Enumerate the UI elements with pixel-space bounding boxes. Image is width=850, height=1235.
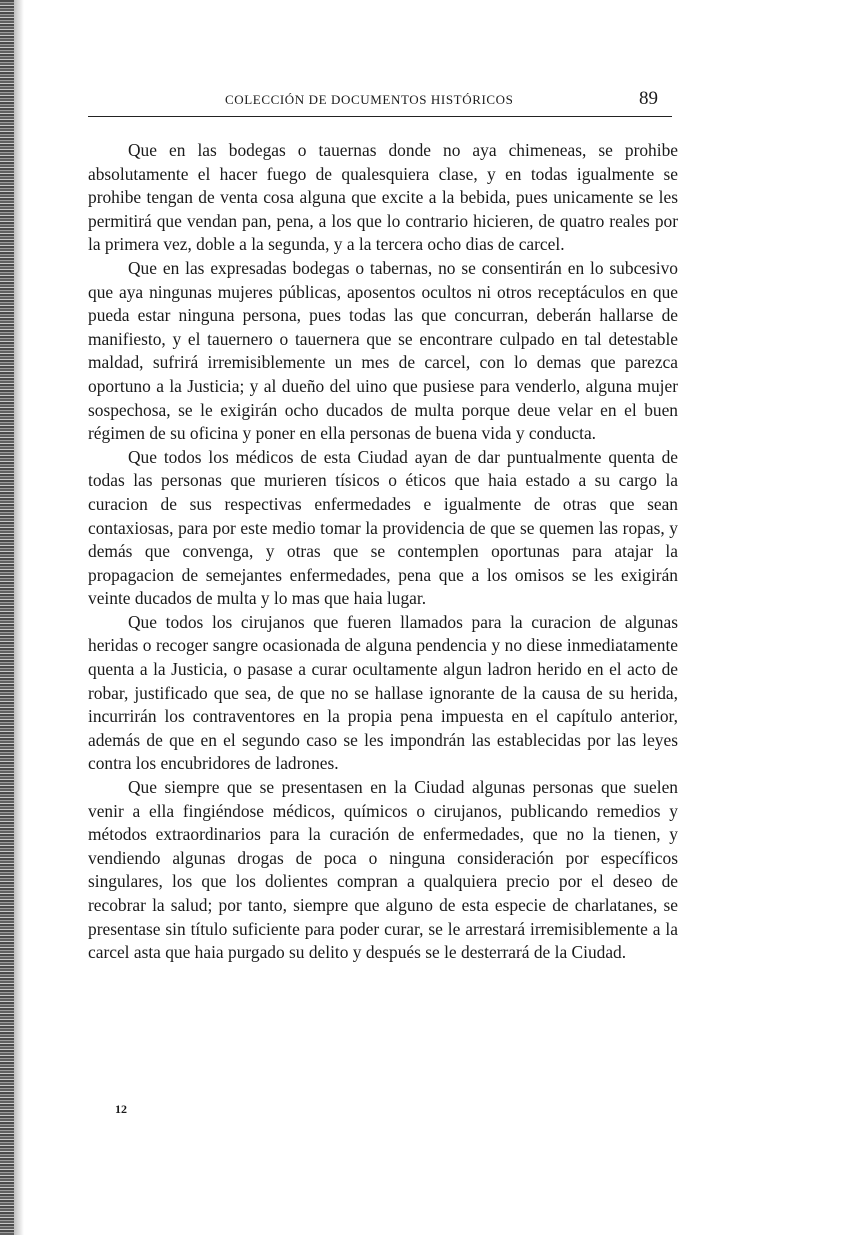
page-header [88,88,672,117]
signature-mark: 12 [115,1102,127,1116]
page-number: 89 [639,88,658,109]
body-text [88,139,678,965]
paragraph-bodegas-fuego: Que en las bodegas o tauernas donde no aya chimeneas, se prohibe absolutamente el hacer fuego de qualesquiera clase, y en todas igualmente se prohibe tengan de venta cosa alguna que excite a la bebida, pues unicamente se les permitirá que vendan pan, pena, a los que lo contrario hicieren, de quatro reales por la primera vez, doble a la segunda, y a la tercera ocho dias de carcel. [88,140,678,255]
running-title: COLECCIÓN DE DOCUMENTOS HISTÓRICOS [225,92,514,107]
paragraph-medicos: Que todos los médicos de esta Ciudad ayan de dar puntualmente quenta de todas las personas que murieren tísicos o éticos que haia estado a su cargo la curacion de sus respectivas enfermedades e igualmente de otras que sean contaxiosas, para por este medio tomar la providencia de que se quemen las ropas, y demás que convenga, y otras que se contemplen oportunas para atajar la propagacion de semejantes enfermedades, pena que a los omisos se les exigirán veinte ducados de multa y lo mas que haia lugar. [88,446,678,609]
paragraph-cirujanos: Que todos los cirujanos que fueren llamados para la curacion de algunas heridas o recoger sangre ocasionada de alguna pendencia y no diese inmediatamente quenta a la Justicia, o pasase a curar ocultamente algun ladron herido en el acto de robar, justificado que sea, de que no se hallase ignorante de la causa de su herida, incurrirán los contraventores en la propia pena impuesta en el capítulo anterior, además de que en el segundo caso se les impondrán las establecidas por las leyes contra los encubridores de ladrones. [88,611,678,774]
paragraph-bodegas-mujeres: Que en las expresadas bodegas o tabernas, no se consentirán en lo subcesivo que aya ningunas mujeres públicas, aposentos ocultos ni otros receptáculos en que pueda estar ninguna persona, pues todas las que concurran, deberán hallarse de manifiesto, y el tauernero o tauernera que se encontrare culpado en tal detestable maldad, sufrirá irremisiblemente un mes de carcel, con lo demas que parezca oportuno a la Justicia; y al dueño del uino que pusiese para venderlo, alguna mujer sospechosa, se le exigirán ocho ducados de multa porque deue velar en el buen régimen de su oficina y poner en ella personas de buena vida y conducta. [88,257,678,444]
paragraph-charlatanes: Que siempre que se presentasen en la Ciudad algunas personas que suelen venir a ella fingiéndose médicos, químicos o cirujanos, publicando remedios y métodos extraordinarios para la curación de enfermedades, que no la tienen, y vendiendo algunas drogas de poca o ninguna consideración por específicos singulares, los que los dolientes compran a qualquiera precio por el deseo de recobrar la salud; por tanto, siempre que alguno de esta especie de charlatanes, se presentase sin título suficiente para poder curar, se le arrestará irremisiblemente a la carcel asta que haia purgado su delito y después se le desterrará de la Ciudad. [88,777,678,963]
binding-edge [0,0,14,1235]
binding-shadow [14,0,24,1235]
